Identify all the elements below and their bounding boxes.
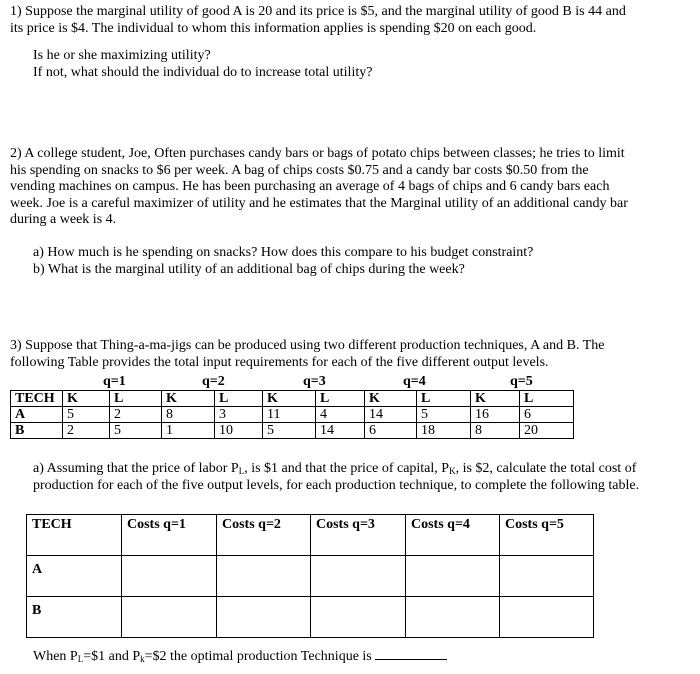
cost-input-cell[interactable] bbox=[122, 597, 217, 638]
header-cell: L bbox=[417, 391, 471, 407]
header-cell: K bbox=[63, 391, 110, 407]
header-cell: L bbox=[316, 391, 365, 407]
cost-table-header-row bbox=[27, 515, 594, 556]
header-cell: K bbox=[365, 391, 417, 407]
table-cell: 8 bbox=[471, 423, 520, 439]
table-cell: 6 bbox=[365, 423, 417, 439]
q-label-1: q=1 bbox=[103, 374, 126, 389]
q2-line-3: vending machines on campus. He has been purchasing an average of 4 bags of chips and 6 candy bars each bbox=[10, 179, 610, 194]
header-cell: Costs q=5 bbox=[500, 515, 594, 556]
answer-blank[interactable] bbox=[375, 647, 447, 660]
table-header-row bbox=[11, 391, 574, 407]
cost-input-cell[interactable] bbox=[500, 556, 594, 597]
tech-cell: B bbox=[27, 597, 122, 638]
q3-line-2: following Table provides the total input requirements for each of the five different output levels. bbox=[10, 354, 549, 370]
q2-line-2: his spending on snacks to $6 per week. A bag of chips costs $0.75 and a candy bar costs $0.50 from the bbox=[10, 162, 589, 178]
cost-table bbox=[26, 514, 594, 638]
table-cell: 5 bbox=[110, 423, 162, 439]
header-cell: K bbox=[162, 391, 215, 407]
header-cell: Costs q=2 bbox=[217, 515, 311, 556]
tech-cell: A bbox=[27, 556, 122, 597]
q3-line-1: 3) Suppose that Thing-a-ma-jigs can be produced using two different production techniques, A and B. The bbox=[10, 338, 605, 353]
q1-line-2: its price is $4. The individual to whom this information applies is spending $20 on each good. bbox=[10, 20, 537, 36]
question-1 bbox=[10, 4, 698, 37]
question-1-subquestions bbox=[33, 48, 372, 81]
table-cell: 8 bbox=[162, 407, 215, 423]
q-label-4: q=4 bbox=[403, 374, 426, 389]
table-cell: 5 bbox=[63, 407, 110, 423]
table-row bbox=[27, 556, 594, 597]
question-2 bbox=[10, 146, 698, 229]
table-cell: 4 bbox=[316, 407, 365, 423]
header-cell: TECH bbox=[27, 515, 122, 556]
cost-input-cell[interactable] bbox=[311, 556, 406, 597]
table-row bbox=[11, 407, 574, 423]
input-requirements-table bbox=[10, 390, 574, 439]
table-cell: 20 bbox=[520, 423, 574, 439]
q-label-5: q=5 bbox=[510, 374, 533, 389]
table-cell: 14 bbox=[365, 407, 417, 423]
table-cell: 18 bbox=[417, 423, 471, 439]
cost-input-cell[interactable] bbox=[406, 556, 500, 597]
q1-sub-1: Is he or she maximizing utility? bbox=[33, 48, 211, 63]
header-cell: K bbox=[263, 391, 316, 407]
header-cell: K bbox=[471, 391, 520, 407]
q1-sub-2: If not, what should the individual do to increase total utility? bbox=[33, 64, 373, 80]
cost-input-cell[interactable] bbox=[122, 556, 217, 597]
cost-input-cell[interactable] bbox=[217, 556, 311, 597]
q3a-line-1: a) Assuming that the price of labor $P_L$, is $1 and that the price of capital, $P_K$, is $2, calculate the total cost of bbox=[33, 461, 637, 476]
header-cell: Costs q=4 bbox=[406, 515, 500, 556]
question-3 bbox=[10, 338, 698, 371]
table-cell: 6 bbox=[520, 407, 574, 423]
cost-input-cell[interactable] bbox=[500, 597, 594, 638]
table-cell: 5 bbox=[417, 407, 471, 423]
tech-cell: A bbox=[11, 407, 63, 423]
header-cell: L bbox=[520, 391, 574, 407]
table-cell: 14 bbox=[316, 423, 365, 439]
tech-cell: B bbox=[11, 423, 63, 439]
table-row bbox=[11, 423, 574, 439]
table-cell: 3 bbox=[215, 407, 263, 423]
cost-input-cell[interactable] bbox=[217, 597, 311, 638]
table-row bbox=[27, 597, 594, 638]
cost-input-cell[interactable] bbox=[311, 597, 406, 638]
final-statement: When $P_L=\$1$ and $P_k=\$2$ the optimal production Technique is bbox=[33, 647, 447, 666]
q-label-3: q=3 bbox=[303, 374, 326, 389]
q2-sub-b: b) What is the marginal utility of an additional bag of chips during the week? bbox=[33, 261, 465, 277]
table-cell: 16 bbox=[471, 407, 520, 423]
header-cell: TECH bbox=[11, 391, 63, 407]
table-cell: 2 bbox=[63, 423, 110, 439]
q2-line-5: during a week is 4. bbox=[10, 212, 117, 227]
header-cell: Costs q=3 bbox=[311, 515, 406, 556]
table-cell: 11 bbox=[263, 407, 316, 423]
header-cell: L bbox=[110, 391, 162, 407]
q-label-2: q=2 bbox=[202, 374, 225, 389]
q2-line-4: week. Joe is a careful maximizer of utility and he estimates that the Marginal utility of an additional candy bar bbox=[10, 195, 628, 211]
q1-line-1: 1) Suppose the marginal utility of good A is 20 and its price is $5, and the marginal utility of good B is 44 and bbox=[10, 4, 626, 19]
table-cell: 10 bbox=[215, 423, 263, 439]
q2-sub-a: a) How much is he spending on snacks? How does this compare to his budget constraint? bbox=[33, 245, 534, 260]
question-3-part-a bbox=[33, 461, 639, 494]
header-cell: L bbox=[215, 391, 263, 407]
table-cell: 1 bbox=[162, 423, 215, 439]
header-cell: Costs q=1 bbox=[122, 515, 217, 556]
question-2-subquestions bbox=[33, 245, 533, 278]
table-cell: 2 bbox=[110, 407, 162, 423]
cost-input-cell[interactable] bbox=[406, 597, 500, 638]
q2-line-1: 2) A college student, Joe, Often purchases candy bars or bags of potato chips between classes; he tries to limit bbox=[10, 146, 625, 161]
q3a-line-2: production for each of the five output levels, for each production technique, to complete the following table. bbox=[33, 477, 640, 493]
table-cell: 5 bbox=[263, 423, 316, 439]
